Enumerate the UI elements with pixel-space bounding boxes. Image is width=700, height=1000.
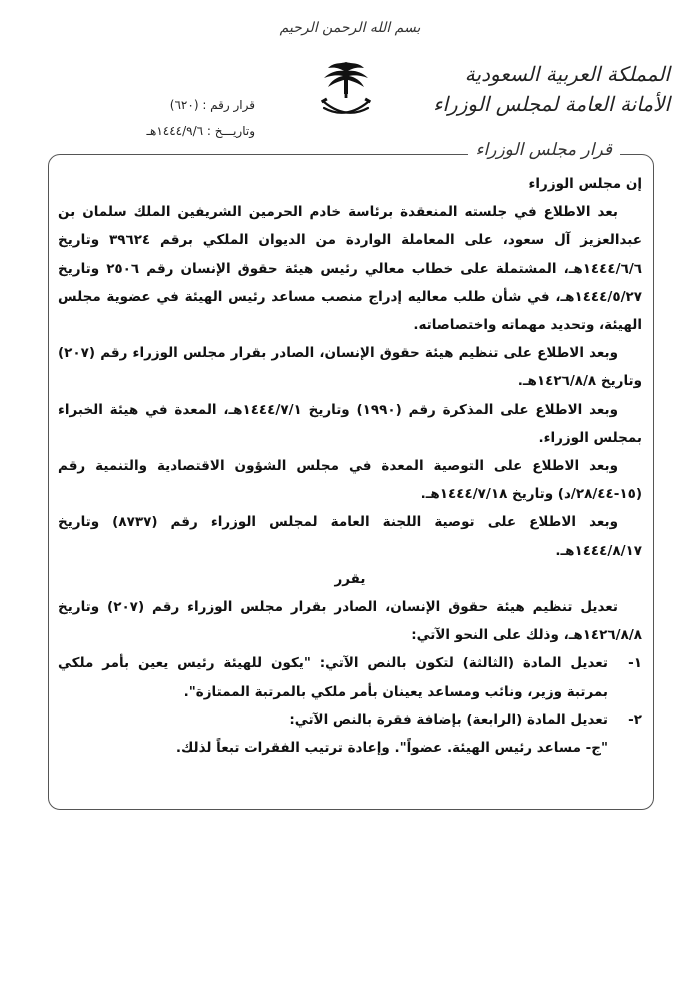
item-text: تعديل المادة (الثالثة) لتكون بالنص الآتي: "يكون للهيئة رئيس يعين بأمر ملكي بمرتبة وزير، ونائب ومساعد يعينان بأمر ملكي بالمرتبة الممتازة".	[58, 655, 608, 700]
decision-date: وتاريـــخ : ١٤٤٤/٩/٦هـ	[146, 124, 255, 138]
list-item	[58, 706, 642, 734]
item-2-sub-clause: "ج- مساعد رئيس الهيئة. عضواً". وإعادة ترتيب الفقرات تبعاً لذلك.	[175, 740, 608, 757]
item-text: تعديل المادة (الرابعة) بإضافة فقرة بالنص الآتي:	[289, 711, 608, 728]
paragraph-1: بعد الاطلاع في جلسته المنعقدة برئاسة خادم الحرمين الشريفين الملك سلمان بن عبدالعزيز آل سعود، على المعاملة الواردة من الديوان الملكي برقم ٣٩٦٢٤ وتاريخ ١٤٤٤/٦/٦هـ، المشتملة على خطاب معالي رئيس هيئة حقوق الإنسان رقم ٢٥٠٦ وتاريخ ١٤٤٤/٥/٢٧هـ، في شأن طلب معاليه إدراج منصب مساعد رئيس الهيئة في عضوية مجلس الهيئة، وتحديد مهماته واختصاصاته.	[58, 204, 642, 334]
decision-number: قرار رقم : (٦٢٠)	[169, 98, 255, 112]
org-line-secretariat: الأمانة العامة لمجلس الوزراء	[433, 92, 670, 116]
item-number: ٢-	[628, 711, 642, 728]
decision-body	[58, 170, 642, 762]
frame-title: قرار مجلس الوزراء	[468, 140, 620, 160]
saudi-emblem-palm-swords-icon	[318, 58, 374, 122]
item-number: ١-	[628, 655, 642, 672]
decision-meta	[105, 92, 255, 144]
paragraph-3: وبعد الاطلاع على المذكرة رقم (١٩٩٠) وتاريخ ١٤٤٤/٧/١هـ، المعدة في هيئة الخبراء بمجلس الوزراء.	[58, 401, 642, 446]
paragraph-5: وبعد الاطلاع على توصية اللجنة العامة لمجلس الوزراء رقم (٨٧٣٧) وتاريخ ١٤٤٤/٨/١٧هـ.	[58, 514, 642, 559]
organization-header	[430, 62, 670, 116]
paragraph-2: وبعد الاطلاع على تنظيم هيئة حقوق الإنسان، الصادر بقرار مجلس الوزراء رقم (٢٠٧) وتاريخ ١٤٢٦/٨/٨هـ.	[58, 345, 642, 390]
body-heading: إن مجلس الوزراء	[528, 176, 642, 192]
decision-intro: تعديل تنظيم هيئة حقوق الإنسان، الصادر بقرار مجلس الوزراء رقم (٢٠٧) وتاريخ ١٤٢٦/٨/٨هـ، وذلك على النحو الآتي:	[58, 599, 642, 644]
basmala: بسم الله الرحمن الرحيم	[279, 20, 421, 36]
paragraph-4: وبعد الاطلاع على التوصية المعدة في مجلس الشؤون الاقتصادية والتنمية رقم (١٥-٢٨/٤٤/د) وتاريخ ١٤٤٤/٧/١٨هـ.	[58, 458, 642, 503]
decides-heading: يقرر	[334, 570, 366, 587]
list-item	[58, 649, 642, 705]
org-line-kingdom: المملكة العربية السعودية	[464, 62, 670, 86]
